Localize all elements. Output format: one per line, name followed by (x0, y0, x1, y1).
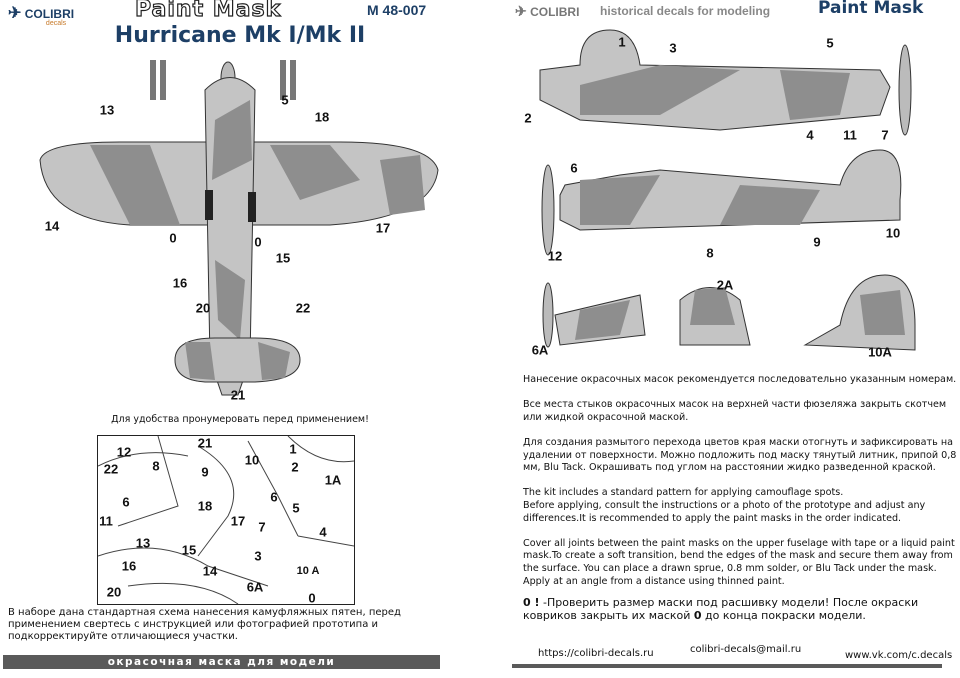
mask-label: 10 A (296, 565, 320, 577)
footer-bar: окрасочная маска для модели (3, 655, 440, 669)
instruction-en-2: Before applying, consult the instructions or a photo of the prototype and adjust any differences.It is recommended to apply the paint masks in the order indicated. (523, 499, 926, 524)
mask-label: 13 (135, 535, 151, 551)
instruction-ru-1: Нанесение окрасочных масок рекомендуется последовательно указанным номерам. (523, 374, 957, 385)
mask-cut-lines (98, 436, 354, 604)
callout: 12 (547, 248, 563, 264)
numbering-note: Для удобства пронумеровать перед применением! (111, 414, 369, 425)
callout: 6A (531, 342, 549, 358)
top-view-drawing (0, 60, 480, 400)
mask-label: 20 (106, 584, 122, 600)
callout: 10A (868, 344, 892, 360)
mask-label: 21 (197, 435, 213, 451)
callout: 5 (281, 92, 289, 108)
tagline: historical decals for modeling (600, 4, 771, 18)
bird-icon: ✈ (8, 5, 22, 22)
mask-sheet (97, 435, 355, 605)
instruction-ru-3: Для создания размытого перехода цветов края маски отогнуть и зафиксировать на удалении от поверхности. Можно подложить под маску тянутый литник, припой 0,8 мм, Blu Tack. Окрашивать под углом на расстоянии жидко разведенной краской. (523, 436, 957, 474)
callout: 7 (881, 127, 889, 143)
callout: 0 (169, 230, 177, 246)
header-title-right: Paint Mask (818, 0, 924, 18)
callout: 4 (806, 127, 814, 143)
mask-label: 9 (201, 464, 209, 480)
mask-label: 8 (152, 458, 160, 474)
callout: 18 (314, 109, 330, 125)
brand-name: COLIBRI (530, 5, 580, 19)
callout: 3 (669, 40, 677, 56)
mask-label: 11 (99, 513, 113, 529)
callout: 2A (716, 277, 734, 293)
callout: 6 (570, 160, 578, 176)
instruction-en-1: The kit includes a standard pattern for applying camouflage spots. (523, 487, 844, 499)
website-link[interactable]: https://colibri-decals.ru (538, 648, 654, 659)
mask-label: 17 (230, 513, 246, 529)
mask-label: 22 (103, 461, 119, 477)
bird-icon: ✈ (515, 3, 527, 19)
callout: 0 (254, 234, 262, 250)
instructions (523, 374, 958, 622)
mask-label: 7 (258, 519, 266, 535)
mask-label: 6 (270, 489, 278, 505)
callout: 10 (885, 225, 901, 241)
brand-sub: decals (45, 20, 67, 27)
instruction-en-3: Cover all joints between the paint masks on the upper fuselage with tape or a liquid paint mask.To create a soft transition, bend the edges of the mask and secure them away from the surface. You can place a drawn sprue, 0.8 mm solder, or Blu Tack under the mask. Apply at an angle from a distance using thinned paint. (523, 537, 955, 587)
mask-label: 14 (202, 563, 218, 579)
mask-label: 1A (324, 472, 342, 488)
warning (523, 596, 958, 622)
mask-label: 2 (291, 459, 299, 475)
mask-label: 12 (116, 444, 132, 460)
mask-label: 3 (254, 548, 262, 564)
header-title: Paint Mask (135, 0, 282, 22)
warning-text: до конца покраски модели. (701, 609, 866, 623)
model-title: Hurricane Mk I/Mk II (114, 23, 366, 48)
callout: 22 (295, 300, 311, 316)
description: В наборе дана стандартная схема нанесения камуфляжных пятен, перед применением свертесь с инструкцией или фотографией прототипа и подкорректируйте отличающиеся участки. (8, 607, 401, 642)
brand-name: COLIBRI (24, 7, 75, 21)
mask-label: 6A (246, 579, 264, 595)
callout: 1 (618, 34, 626, 50)
callout: 15 (275, 250, 291, 266)
mask-label: 1 (289, 441, 297, 457)
mask-label: 5 (292, 500, 300, 516)
vk-link[interactable]: www.vk.com/c.decals (845, 650, 953, 661)
callout: 9 (813, 234, 821, 250)
callout: 2 (524, 110, 532, 126)
mask-label: 15 (181, 542, 197, 558)
callout: 20 (195, 300, 211, 316)
mask-label: 6 (122, 494, 130, 510)
callout: 11 (843, 127, 857, 143)
callout: 13 (99, 102, 115, 118)
callout: 16 (172, 275, 188, 291)
mask-label: 16 (121, 558, 137, 574)
side-views-drawing (520, 25, 960, 365)
warning-mark: 0 (693, 609, 702, 623)
colibri-logo-right (515, 3, 579, 20)
warning-text: -Проверить размер маски под расшивку модели! После окраски ковриков закрыть их маской (523, 596, 919, 623)
mask-label: 0 (308, 590, 316, 606)
mask-label: 4 (319, 524, 327, 540)
callout: 21 (230, 387, 246, 403)
callout: 14 (44, 218, 60, 234)
product-code: M 48-007 (367, 2, 427, 18)
callout: 5 (826, 35, 834, 51)
callout: 17 (375, 220, 391, 236)
email-link[interactable]: colibri-decals@mail.ru (690, 644, 802, 655)
callout: 8 (706, 245, 714, 261)
mask-label: 10 (244, 452, 260, 468)
mask-label: 18 (197, 498, 213, 514)
warning-mark: 0 ! (523, 596, 540, 610)
instruction-ru-2: Все места стыков окрасочных масок на верхней части фюзеляжа закрыть скотчем или жидкой окрасочной маской. (523, 399, 947, 423)
footer-rule (512, 664, 942, 668)
